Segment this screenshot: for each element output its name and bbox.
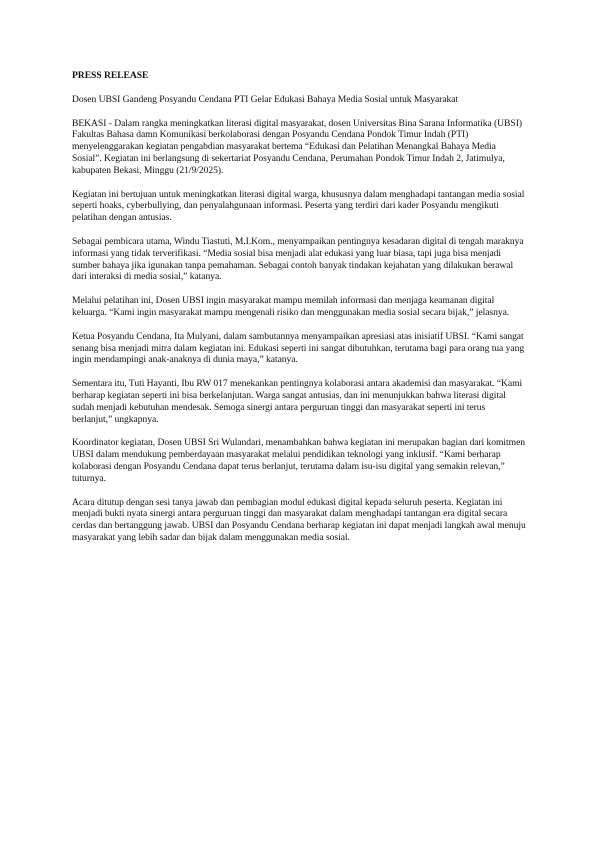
document-heading: PRESS RELEASE — [72, 70, 149, 81]
document-title: Dosen UBSI Gandeng Posyandu Cendana PTI Gelar Edukasi Bahaya Media Sosial untuk Masyarakat — [72, 93, 459, 105]
paragraph-4: Melalui pelatihan ini, Dosen UBSI ingin masyarakat mampu memilah informasi dan menjaga keamanan digital keluarga. “Kami ingin masyarakat mampu mengenali risiko dan menggunakan media sosial secara bijak,” jelasnya. — [72, 295, 510, 318]
paragraph-1: BEKASI - Dalam rangka meningkatkan literasi digital masyarakat, dosen Universitas Bina Sarana Informatika (UBSI) Fakultas Bahasa damn Komunikasi berkolaborasi dengan Posyandu Cendana Pondok Timur Indah (PTI) menyelenggarakan kegiatan pengabdian masyarakat bertema “Edukasi dan Pelatihan Menangkal Bahaya Media Sosial”. Kegiatan ini berlangsung di sekertariat Posyandu Cendana, Perumahan Pondok Timur Indah 2, Jatimulya, kabupaten Bekasi, Minggu (21/9/2025). — [72, 117, 522, 176]
paragraph-8: Acara ditutup dengan sesi tanya jawab dan pembagian modul edukasi digital kepada seluruh peserta. Kegiatan ini menjadi bukti nyata sinergi antara perguruan tinggi dan masyarakat dalam menghadapi tantangan era digital secara cerdas dan bertanggung jawab. UBSI dan Posyandu Cendana berharap kegiatan ini dapat menjadi langkah awal menuju masyarakat yang lebih sadar dan bijak dalam menggunakan media sosial. — [72, 496, 526, 543]
document-page — [72, 70, 527, 556]
paragraph-5: Ketua Posyandu Cendana, Ita Mulyani, dalam sambutannya menyampaikan apresiasi atas inisiatif UBSI. “Kami sangat senang bisa menjadi mitra dalam kegiatan ini. Edukasi seperti ini sangat dibutuhkan, terutama bagi para orang tua yang ingin mendampingi anak-anaknya di dunia maya,” katanya. — [72, 330, 525, 366]
paragraph-2: Kegiatan ini bertujuan untuk meningkatkan literasi digital warga, khususnya dalam menghadapi tantangan media sosial seperti hoaks, cyberbullying, dan penyalahgunaan informasi. Peserta yang terdiri dari kader Posyandu mengikuti pelatihan dengan antusias. — [72, 188, 525, 224]
paragraph-6: Sementara itu, Tuti Hayanti, Ibu RW 017 menekankan pentingnya kolaborasi antara akademisi dan masyarakat. “Kami berharap kegiatan seperti ini bisa berkelanjutan. Warga sangat antusias, dan ini menunjukkan bahwa literasi digital sudah menjadi kebutuhan mendesak. Semoga sinergi antara perguruan tinggi dan masyarakat seperti ini terus berlanjut,” ungkapnya. — [72, 378, 523, 425]
paragraph-7: Koordinator kegiatan, Dosen UBSI Sri Wulandari, menambahkan bahwa kegiatan ini merupakan bagian dari komitmen UBSI dalam mendukung pemberdayaan masyarakat melalui pendidikan teknologi yang inklusif. “Kami berharap kolaborasi dengan Posyandu Cendana dapat terus berlanjut, terutama dalam isu-isu digital yang semakin relevan,” tuturnya. — [72, 437, 526, 484]
paragraph-3: Sebagai pembicara utama, Windu Tiastuti, M.I.Kom., menyampaikan pentingnya kesadaran digital di tengah maraknya informasi yang tidak terverifikasi. “Media sosial bisa menjadi alat edukasi yang luar biasa, tapi juga bisa menjadi sumber bahaya jika igunakan tanpa pemahaman. Sebagai contoh banyak tindakan kejahatan yang dilakukan berawal dari interaksi di media sosial,” katanya. — [72, 235, 524, 283]
